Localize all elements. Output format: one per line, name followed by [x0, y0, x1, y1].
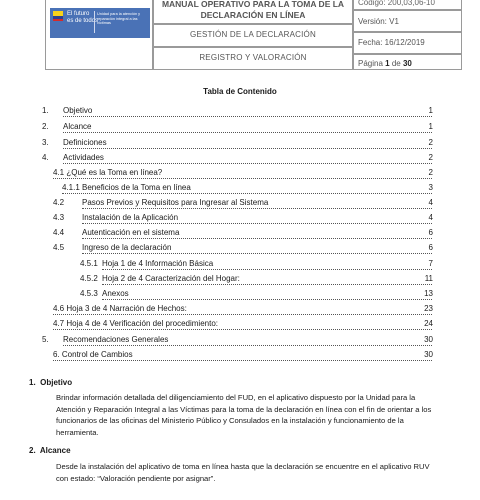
toc-entry-page: 1	[428, 122, 433, 131]
toc-entry-page: 2	[428, 168, 433, 177]
document-title: MANUAL OPERATIVO PARA LA TOMA DE LA DECLARACIÓN EN LÍNEA	[161, 0, 345, 20]
toc-entry-page: 6	[428, 243, 433, 252]
toc-entry[interactable]	[0, 274, 480, 286]
gestion-cell	[153, 24, 353, 47]
toc-entry-page: 1	[428, 106, 433, 115]
toc-entry-label: 4.1.1 Beneficios de la Toma en línea	[62, 183, 191, 192]
toc-entry[interactable]	[0, 153, 480, 165]
toc-entry-label: 4.6 Hoja 3 de 4 Narración de Hechos:	[53, 304, 187, 313]
toc-entry[interactable]	[0, 213, 480, 225]
toc-entry-page: 30	[424, 350, 433, 359]
section-2-heading	[29, 446, 71, 455]
toc-entry-page: 4	[428, 198, 433, 207]
page-cell	[353, 54, 462, 70]
toc-leader-dots	[63, 153, 432, 164]
process-name: GESTIÓN DE LA DECLARACIÓN	[190, 30, 316, 39]
toc-entry-label: 4.1 ¿Qué es la Toma en línea?	[53, 168, 163, 177]
toc-entry-page: 24	[424, 319, 433, 328]
toc-entry[interactable]	[0, 228, 480, 240]
toc-entry-label: Ingreso de la declaración	[82, 243, 172, 252]
toc-entry-label: Recomendaciones Generales	[63, 335, 169, 344]
toc-entry-page: 23	[424, 304, 433, 313]
toc-entry-page: 6	[428, 228, 433, 237]
toc-entry-number: 4.4	[53, 228, 65, 237]
section-1-text: Brindar información detallada del diligenciamiento del FUD, en el aplicativo dispuesto por la Unidad para la Atención y Reparación Integral a las Víctimas para la toma de la declaración en línea con el fin de orientar a los funcionarios de las oficinas del Ministerio Público y Consulados en la instalación y funcionamiento de la herramienta.	[56, 393, 432, 437]
toc-entry-page: 2	[428, 138, 433, 147]
toc-entry-number: 3.	[42, 138, 49, 147]
section-1-title: Objetivo	[40, 378, 73, 387]
toc-entry-label: Definiciones	[63, 138, 107, 147]
toc-entry-label: Alcance	[63, 122, 92, 131]
toc-entry-label: Anexos	[102, 289, 129, 298]
toc-entry[interactable]	[0, 350, 480, 362]
toc-entry[interactable]	[0, 106, 480, 118]
logo-text-line1: El futuro	[67, 11, 90, 17]
document-header	[45, 0, 462, 70]
toc-entry-label: Autenticación en el sistema	[82, 228, 180, 237]
toc-entry-page: 30	[424, 335, 433, 344]
logo-subtitle: Unidad para la atención y reparación integral a las víctimas	[97, 12, 141, 26]
area-name: REGISTRO Y VALORACIÓN	[199, 53, 307, 62]
toc-entry[interactable]	[0, 183, 480, 195]
title-cell	[153, 0, 353, 24]
document-date: Fecha: 16/12/2019	[358, 38, 425, 47]
toc-entry[interactable]	[0, 319, 480, 331]
toc-entry-page: 2	[428, 153, 433, 162]
toc-entry[interactable]	[0, 122, 480, 134]
section-1-number: 1.	[29, 378, 36, 387]
date-cell	[353, 32, 462, 54]
document-code: Código: 200,03,06-10	[358, 0, 435, 7]
toc-entry-number: 4.2	[53, 198, 65, 207]
section-2-title: Alcance	[39, 446, 71, 455]
toc-leader-dots	[63, 122, 432, 133]
toc-entry[interactable]	[0, 335, 480, 347]
toc-entry-number: 4.3	[53, 213, 65, 222]
toc-entry-page: 11	[424, 274, 433, 283]
logo	[50, 8, 150, 38]
toc-entry-number: 2.	[42, 122, 49, 131]
toc-entry[interactable]	[0, 198, 480, 210]
toc-entry-label: Hoja 1 de 4 Información Básica	[102, 259, 214, 268]
toc-leader-dots	[63, 138, 432, 149]
toc-entry-number: 4.5.2	[80, 274, 98, 283]
section-1-heading	[29, 378, 72, 387]
logo-cell	[45, 0, 153, 70]
toc-leader-dots	[102, 289, 432, 300]
toc-entry-label: Pasos Previos y Requisitos para Ingresar al Sistema	[82, 198, 269, 207]
document-version: Versión: V1	[358, 17, 399, 26]
toc-entry[interactable]	[0, 168, 480, 180]
toc-entry-page: 3	[428, 183, 433, 192]
flag-icon	[53, 11, 63, 21]
toc-entry-label: Hoja 2 de 4 Caracterización del Hogar:	[102, 274, 240, 283]
toc-entry-number: 4.5.3	[80, 289, 98, 298]
toc-entry-label: Instalación de la Aplicación	[82, 213, 179, 222]
toc-entry-label: Actividades	[63, 153, 104, 162]
toc-entry-label: 6. Control de Cambios	[53, 350, 133, 359]
toc-leader-dots	[63, 106, 432, 117]
section-2-number: 2.	[29, 446, 36, 455]
section-2-text: Desde la instalación del aplicativo de toma en línea hasta que la declaración se encuentre en el aplicativo RUV con estado: “Valoración pendiente por asignar”.	[56, 462, 430, 483]
version-cell	[353, 10, 462, 32]
toc-entry-page: 7	[428, 259, 433, 268]
toc-entry-number: 4.5	[53, 243, 65, 252]
toc-entry-page: 4	[428, 213, 433, 222]
logo-text-line2: es de todos	[67, 18, 99, 24]
toc-entry-number: 1.	[42, 106, 49, 115]
toc-title: Tabla de Contenido	[203, 87, 277, 96]
page-number: Página 1 de 30	[358, 59, 412, 68]
registro-cell	[153, 47, 353, 70]
toc-entry-number: 4.5.1	[80, 259, 98, 268]
toc-entry[interactable]	[0, 259, 480, 271]
toc-entry-number: 5.	[42, 335, 49, 344]
toc-entry-page: 13	[424, 289, 433, 298]
toc-entry[interactable]	[0, 289, 480, 301]
toc-entry[interactable]	[0, 243, 480, 255]
logo-divider	[94, 11, 95, 33]
toc-entry[interactable]	[0, 304, 480, 316]
toc-entry-number: 4.	[42, 153, 49, 162]
toc-entry-label: Objetivo	[63, 106, 93, 115]
code-cell	[353, 0, 462, 10]
toc-entry-label: 4.7 Hoja 4 de 4 Verificación del procedimiento:	[53, 319, 218, 328]
toc-entry[interactable]	[0, 138, 480, 150]
